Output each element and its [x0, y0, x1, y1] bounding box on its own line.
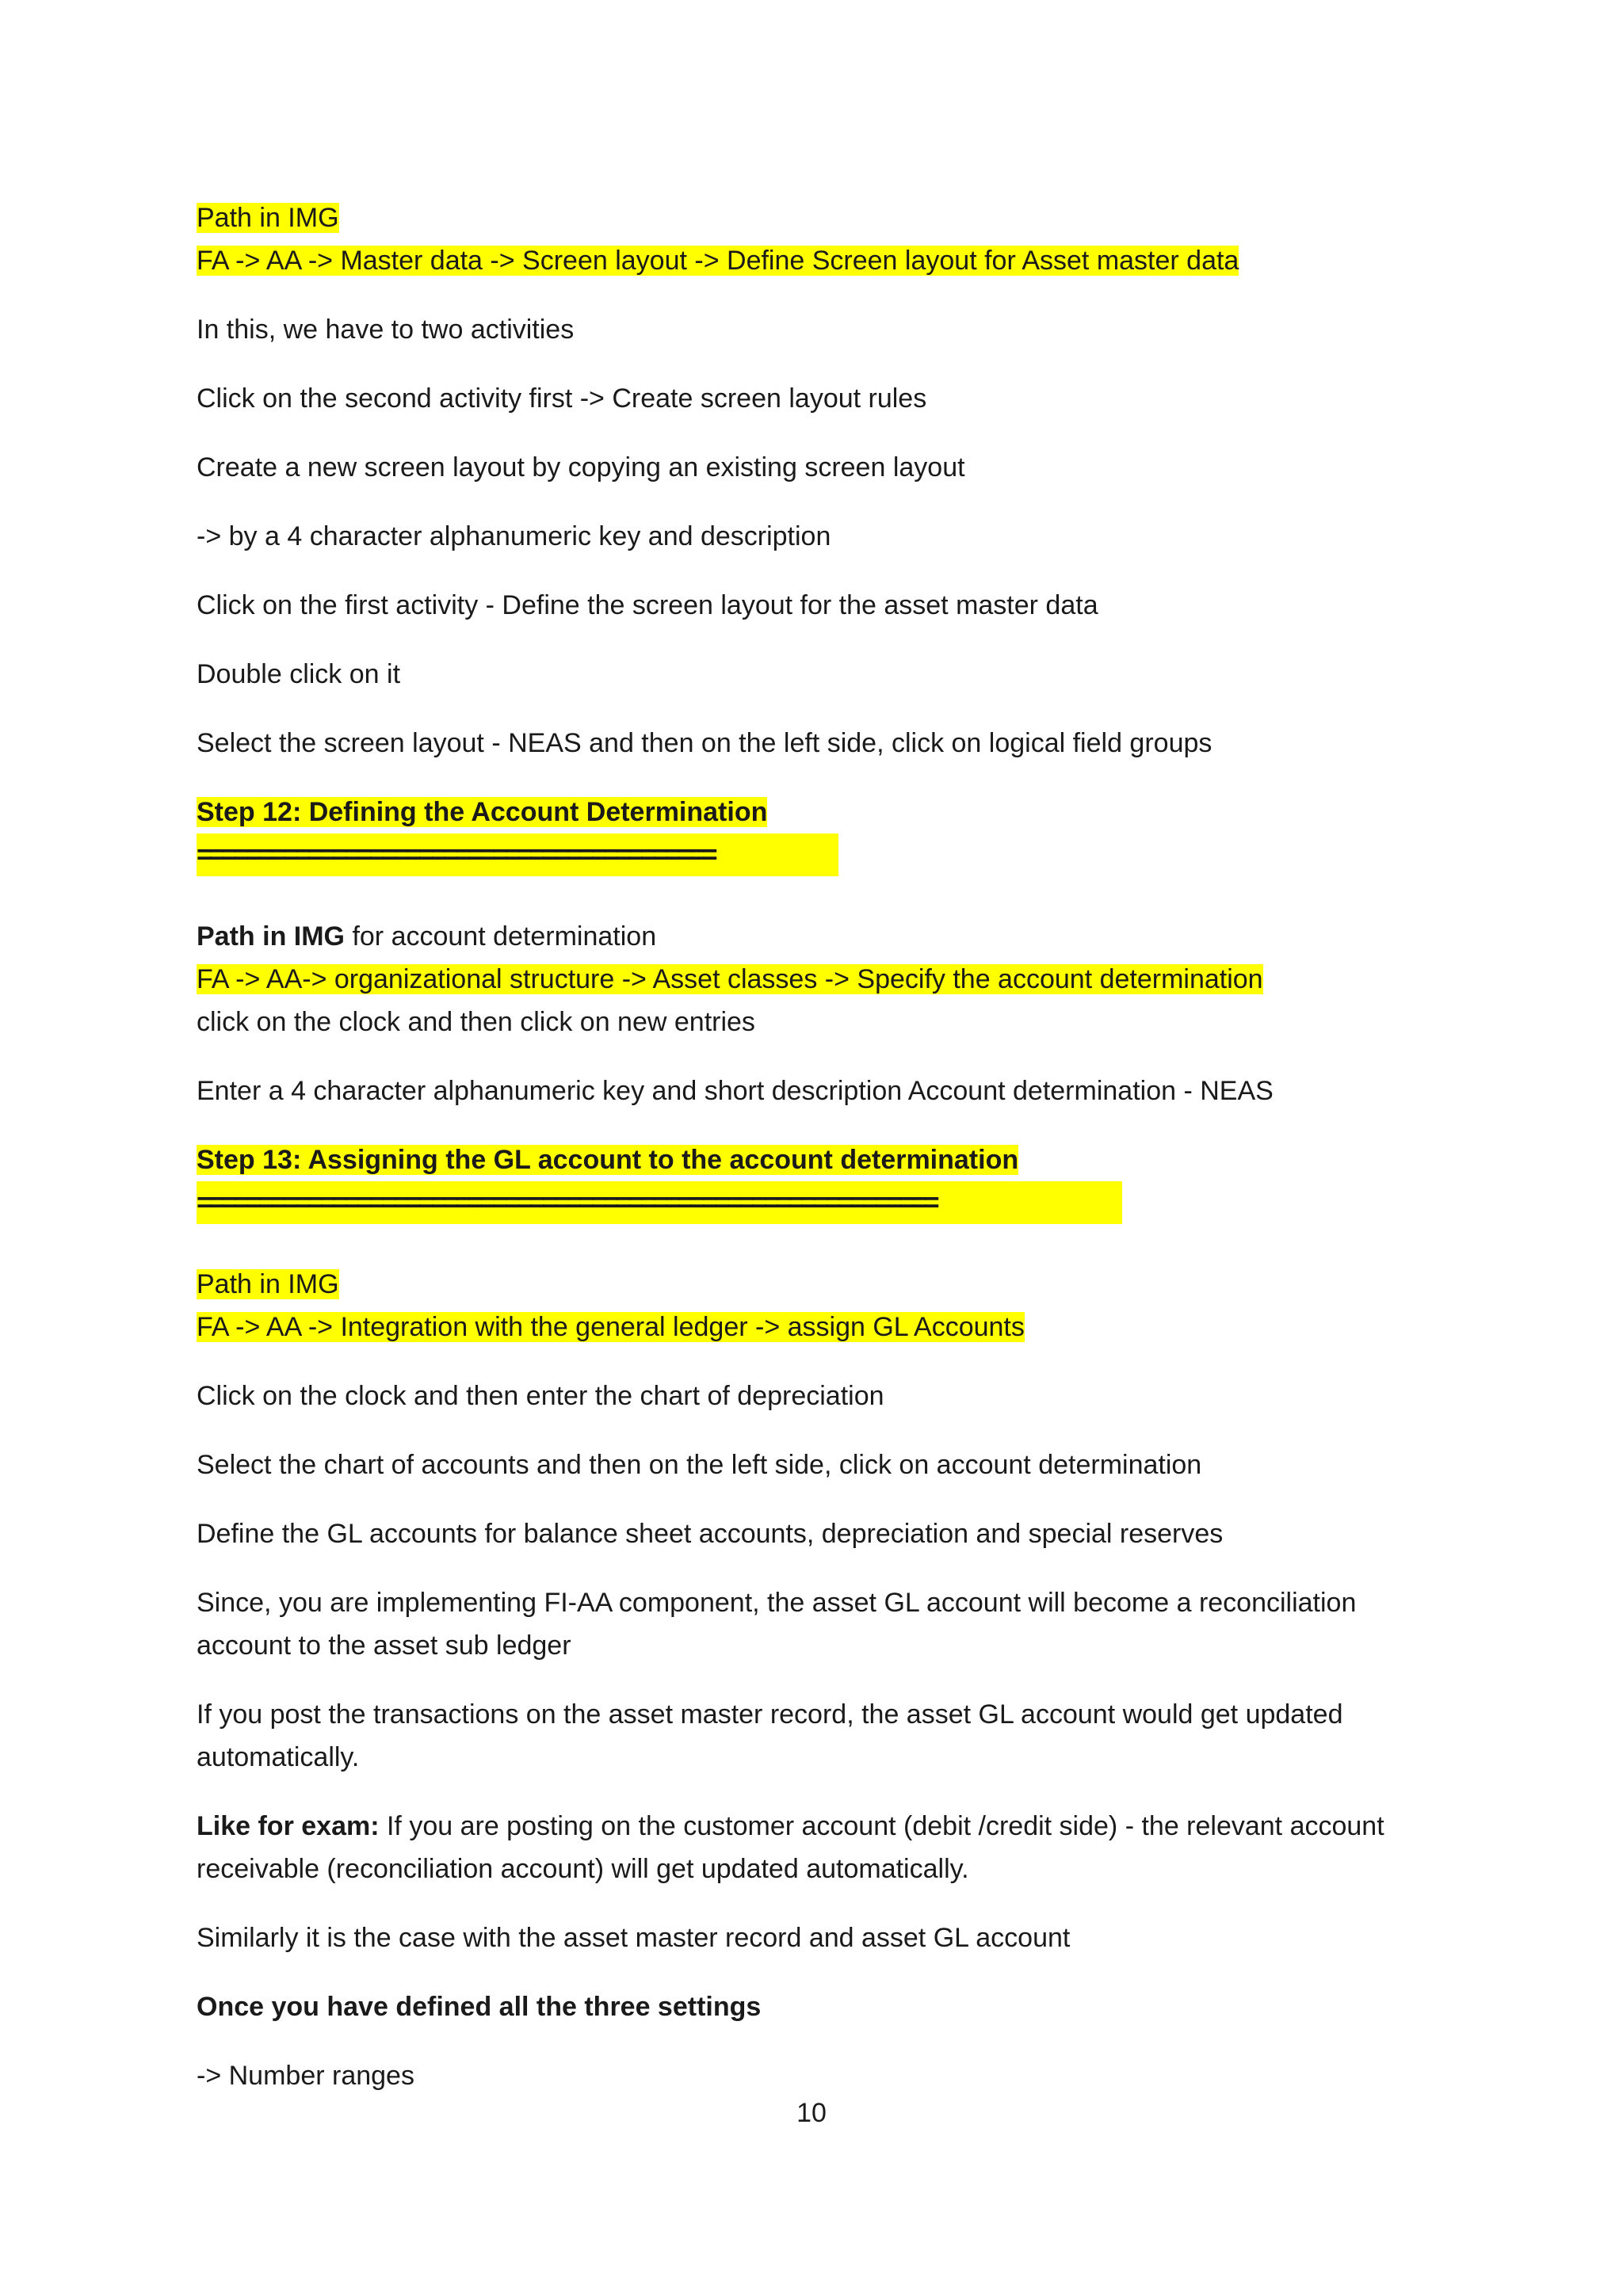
step-13-path: FA -> AA -> Integration with the general ledger -> assign GL Accounts: [197, 1312, 1025, 1342]
page-number: 10: [796, 2098, 827, 2128]
step-13-heading: Step 13: Assigning the GL account to the account determination: [197, 1145, 1019, 1175]
paragraph: Select the chart of accounts and then on the left side, click on account determination: [197, 1450, 1202, 1480]
paragraph: -> by a 4 character alphanumeric key and description: [197, 521, 831, 551]
paragraph: Since, you are implementing FI-AA component, the asset GL account will become a reconciliation: [197, 1588, 1357, 1618]
paragraph: click on the clock and then click on new entries: [197, 1007, 755, 1037]
paragraph: Enter a 4 character alphanumeric key and short description Account determination - NEAS: [197, 1076, 1274, 1106]
example-paragraph: Like for exam: If you are posting on the customer account (debit /credit side) - the relevant account: [197, 1811, 1384, 1841]
paragraph: Double click on it: [197, 659, 401, 689]
step-12-path-label: Path in IMG for account determination: [197, 921, 657, 952]
paragraph: -> Number ranges: [197, 2061, 414, 2091]
paragraph-bold: Once you have defined all the three settings: [197, 1992, 762, 2022]
step-13-path-label: Path in IMG: [197, 1269, 339, 1299]
paragraph: receivable (reconciliation account) will get updated automatically.: [197, 1854, 969, 1884]
paragraph: Similarly it is the case with the asset master record and asset GL account: [197, 1923, 1071, 1953]
paragraph: Click on the first activity - Define the screen layout for the asset master data: [197, 590, 1098, 620]
paragraph: automatically.: [197, 1742, 360, 1772]
path-label: Path in IMG: [197, 203, 339, 233]
paragraph: Click on the clock and then enter the chart of depreciation: [197, 1381, 884, 1411]
paragraph: In this, we have to two activities: [197, 315, 575, 345]
paragraph: account to the asset sub ledger: [197, 1630, 571, 1661]
step-13-rule: ============================================================: [197, 1181, 1433, 1237]
step-12-heading: Step 12: Defining the Account Determination: [197, 797, 768, 827]
paragraph: Create a new screen layout by copying an existing screen layout: [197, 452, 965, 482]
path-text: FA -> AA -> Master data -> Screen layout -> Define Screen layout for Asset master data: [197, 246, 1239, 276]
document-page: [197, 196, 1433, 2097]
paragraph: If you post the transactions on the asset master record, the asset GL account would get updated: [197, 1699, 1343, 1730]
step-12-rule: ==========================================: [197, 833, 1433, 889]
paragraph: Define the GL accounts for balance sheet accounts, depreciation and special reserves: [197, 1519, 1224, 1549]
paragraph: Select the screen layout - NEAS and then on the left side, click on logical field groups: [197, 728, 1212, 758]
paragraph: Click on the second activity first -> Create screen layout rules: [197, 383, 927, 414]
step-12-path: FA -> AA-> organizational structure -> Asset classes -> Specify the account determination: [197, 964, 1263, 994]
